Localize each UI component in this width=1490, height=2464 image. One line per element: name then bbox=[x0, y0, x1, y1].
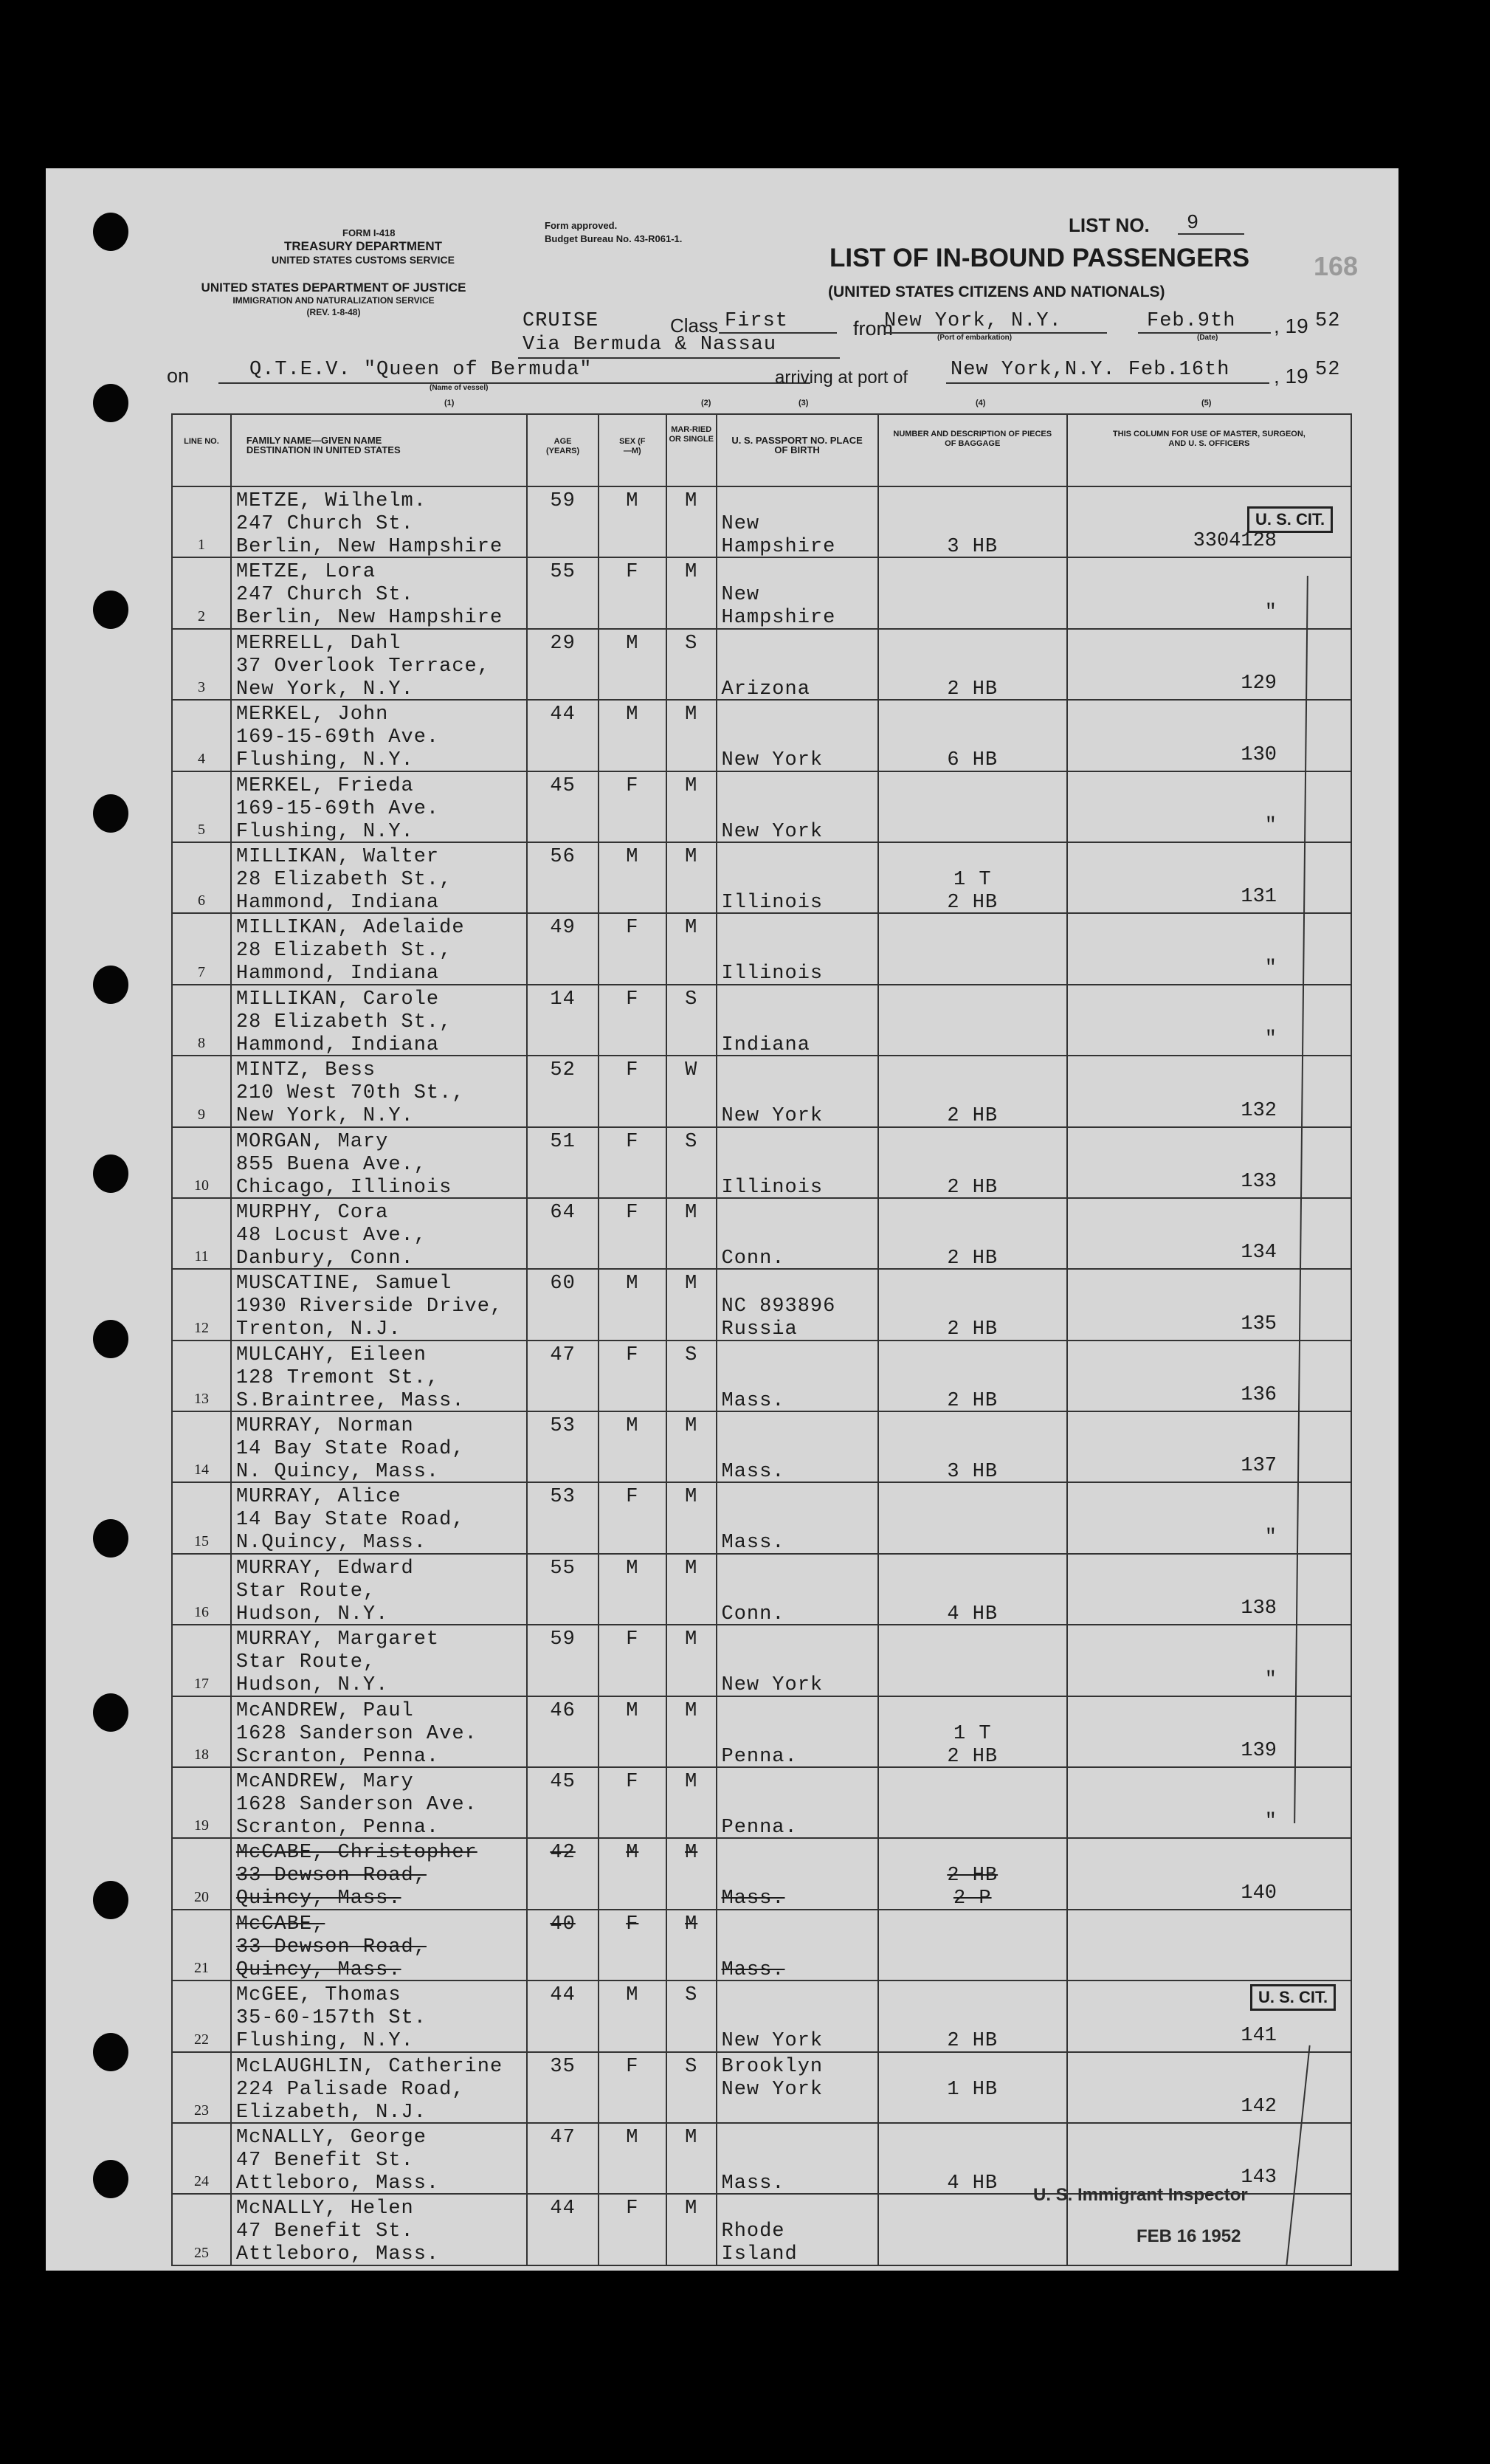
col-number: (3) bbox=[799, 399, 809, 407]
marital-status: M bbox=[685, 1699, 698, 1722]
customs-label: UNITED STATES CUSTOMS SERVICE bbox=[272, 254, 455, 266]
marital-status: M bbox=[685, 490, 698, 512]
marital-status: M bbox=[685, 1628, 698, 1651]
departure-date: Feb.9th bbox=[1147, 310, 1236, 332]
via-route: Via Bermuda & Nassau bbox=[522, 334, 777, 356]
line-number: 21 bbox=[193, 1960, 209, 1977]
table-row bbox=[172, 1554, 1351, 1625]
officer-number: " bbox=[1264, 1811, 1277, 1834]
officer-number: 131 bbox=[1241, 886, 1277, 909]
passport-birthplace: Illinois bbox=[721, 1176, 824, 1199]
baggage: 3 HB bbox=[947, 1461, 998, 1484]
officer-number: 137 bbox=[1241, 1455, 1277, 1478]
officer-number: 135 bbox=[1241, 1312, 1277, 1335]
passport-birthplace: Mass. bbox=[721, 1461, 785, 1484]
baggage: 1 T 2 HB bbox=[947, 868, 998, 914]
binder-hole bbox=[93, 213, 128, 251]
passenger-name-address: McNALLY, George 47 Benefit St. Attleboro, Mass. bbox=[235, 2126, 440, 2195]
age: 40 bbox=[550, 1913, 576, 1935]
inspection-date-stamp: FEB 16 1952 bbox=[1137, 2226, 1241, 2246]
marital-status: S bbox=[685, 1984, 698, 2007]
sex: M bbox=[626, 490, 639, 512]
marital-status: M bbox=[685, 1273, 698, 1295]
age: 51 bbox=[550, 1130, 576, 1153]
col-header-name: FAMILY NAME—GIVEN NAME DESTINATION IN UNITED STATES bbox=[246, 435, 401, 455]
table-row bbox=[172, 1269, 1351, 1340]
col-header-passport: U. S. PASSPORT NO. PLACE OF BIRTH bbox=[731, 435, 863, 455]
sex: F bbox=[626, 1628, 639, 1651]
passport-birthplace: Penna. bbox=[721, 1817, 798, 1840]
line-number: 15 bbox=[193, 1532, 209, 1549]
form-number: FORM I-418 bbox=[342, 227, 396, 238]
passenger-name-address: MURRAY, Edward Star Route, Hudson, N.Y. bbox=[235, 1557, 414, 1625]
line-number: 6 bbox=[197, 892, 205, 909]
line-number: 10 bbox=[193, 1177, 209, 1194]
ins-label: IMMIGRATION AND NATURALIZATION SERVICE bbox=[232, 295, 435, 306]
age: 53 bbox=[550, 1415, 576, 1438]
marital-status: M bbox=[685, 917, 698, 940]
passport-birthplace: Mass. bbox=[721, 1887, 785, 1910]
passenger-name-address: MURRAY, Alice 14 Bay State Road, N.Quincy, Mass. bbox=[235, 1486, 465, 1555]
sex: M bbox=[626, 1842, 639, 1865]
passenger-name-address: MERKEL, John 169-15-69th Ave. Flushing, N.Y. bbox=[235, 703, 440, 772]
binder-hole bbox=[93, 1881, 128, 1919]
age: 59 bbox=[550, 1628, 576, 1651]
form-approved: Form approved. bbox=[545, 220, 618, 231]
marital-status: M bbox=[685, 2126, 698, 2149]
col-number: (2) bbox=[701, 399, 711, 407]
list-no-label: LIST NO. bbox=[1069, 214, 1150, 236]
baggage: 4 HB bbox=[947, 2172, 998, 2195]
baggage: 2 HB bbox=[947, 1105, 998, 1128]
table-row bbox=[172, 486, 1351, 557]
binder-hole bbox=[93, 591, 128, 629]
col-number: (5) bbox=[1201, 399, 1212, 407]
officer-number: " bbox=[1264, 957, 1277, 980]
sex: F bbox=[626, 1343, 639, 1366]
officer-number: " bbox=[1264, 601, 1277, 624]
passport-birthplace: Conn. bbox=[721, 1603, 785, 1625]
table-row bbox=[172, 1127, 1351, 1198]
line-number: 25 bbox=[193, 2244, 209, 2261]
binder-hole bbox=[93, 1519, 128, 1558]
sex: M bbox=[626, 703, 639, 726]
marital-status: M bbox=[685, 2198, 698, 2220]
baggage: 2 HB bbox=[947, 678, 998, 701]
rev-label: (REV. 1-8-48) bbox=[306, 307, 361, 317]
treasury-label: TREASURY DEPARTMENT bbox=[283, 239, 443, 253]
inspector-label: U. S. Immigrant Inspector bbox=[1033, 2185, 1248, 2205]
age: 55 bbox=[550, 561, 576, 584]
passenger-name-address: MORGAN, Mary 855 Buena Ave., Chicago, Illinois bbox=[235, 1130, 452, 1199]
on-label: on bbox=[167, 365, 190, 387]
sex: F bbox=[626, 1771, 639, 1794]
table-row bbox=[172, 1482, 1351, 1553]
passport-birthplace: Illinois bbox=[721, 963, 824, 985]
page-stamp-number: 168 bbox=[1314, 251, 1359, 281]
sex: M bbox=[626, 1699, 639, 1722]
age: 52 bbox=[550, 1059, 576, 1082]
table-row bbox=[172, 1056, 1351, 1126]
passport-birthplace: New York bbox=[721, 1674, 824, 1697]
table-row bbox=[172, 2052, 1351, 2123]
officer-number: 140 bbox=[1241, 1882, 1277, 1904]
sex: F bbox=[626, 2055, 639, 2078]
marital-status: S bbox=[685, 988, 698, 1011]
age: 44 bbox=[550, 2198, 576, 2220]
class-label: Class bbox=[670, 314, 719, 337]
sex: F bbox=[626, 1913, 639, 1935]
baggage: 6 HB bbox=[947, 749, 998, 772]
passenger-name-address: MILLIKAN, Adelaide 28 Elizabeth St., Hammond, Indiana bbox=[235, 917, 465, 985]
officer-number: 134 bbox=[1241, 1242, 1277, 1264]
passenger-name-address: MURRAY, Norman 14 Bay State Road, N. Quincy, Mass. bbox=[235, 1415, 465, 1484]
sex: F bbox=[626, 1059, 639, 1082]
officer-number: 138 bbox=[1241, 1597, 1277, 1620]
marital-status: M bbox=[685, 1842, 698, 1865]
passport-birthplace: Illinois bbox=[721, 891, 824, 914]
baggage: 2 HB bbox=[947, 1176, 998, 1199]
binder-hole bbox=[93, 2160, 128, 2198]
table-row bbox=[172, 557, 1351, 628]
list-number: 9 bbox=[1187, 213, 1200, 235]
officer-number: 142 bbox=[1241, 2095, 1277, 2118]
age: 14 bbox=[550, 988, 576, 1011]
sex: M bbox=[626, 1557, 639, 1580]
passport-birthplace: Conn. bbox=[721, 1247, 785, 1270]
table-header-row bbox=[172, 414, 1351, 486]
binder-hole bbox=[93, 966, 128, 1004]
marital-status: S bbox=[685, 1343, 698, 1366]
line-number: 13 bbox=[193, 1391, 209, 1408]
age: 56 bbox=[550, 845, 576, 868]
line-number: 16 bbox=[193, 1604, 209, 1621]
marital-status: W bbox=[685, 1059, 698, 1082]
sex: M bbox=[626, 632, 639, 655]
col-header-married: MAR-RIED OR SINGLE bbox=[669, 425, 714, 444]
table-row bbox=[172, 629, 1351, 700]
passenger-name-address: MERRELL, Dahl 37 Overlook Terrace, New York, N.Y. bbox=[235, 632, 490, 701]
sex: F bbox=[626, 774, 639, 797]
passenger-name-address: McLAUGHLIN, Catherine 224 Palisade Road, Elizabeth, N.J. bbox=[235, 2055, 503, 2124]
passenger-name-address: MERKEL, Frieda 169-15-69th Ave. Flushing, N.Y. bbox=[235, 774, 440, 843]
port-embark-note: (Port of embarkation) bbox=[937, 334, 1013, 342]
passenger-name-address: MURRAY, Margaret Star Route, Hudson, N.Y. bbox=[235, 1628, 440, 1697]
marital-status: S bbox=[685, 632, 698, 655]
arrival-value: New York,N.Y. Feb.16th bbox=[951, 359, 1230, 381]
us-citizen-stamp: U. S. CIT. bbox=[1250, 1984, 1336, 2011]
baggage: 2 HB bbox=[947, 1247, 998, 1270]
table-row bbox=[172, 700, 1351, 771]
officer-number: 129 bbox=[1241, 672, 1277, 695]
table-row bbox=[172, 1910, 1351, 1981]
age: 55 bbox=[550, 1557, 576, 1580]
line-number: 20 bbox=[193, 1888, 209, 1905]
baggage: 3 HB bbox=[947, 536, 998, 558]
line-number: 19 bbox=[193, 1817, 209, 1834]
sex: M bbox=[626, 845, 639, 868]
table-row bbox=[172, 771, 1351, 842]
sex: F bbox=[626, 1201, 639, 1224]
age: 45 bbox=[550, 1771, 576, 1794]
passenger-name-address: METZE, Lora 247 Church St. Berlin, New Hampshire bbox=[235, 561, 503, 630]
marital-status: M bbox=[685, 1486, 698, 1509]
binder-hole bbox=[93, 1320, 128, 1358]
baggage: 2 HB bbox=[947, 1389, 998, 1412]
passenger-name-address: McGEE, Thomas 35-60-157th St. Flushing, N.Y. bbox=[235, 1984, 427, 2053]
marital-status: M bbox=[685, 845, 698, 868]
table-row bbox=[172, 842, 1351, 913]
date-note: (Date) bbox=[1197, 334, 1218, 342]
year-prefix-1: , 19 bbox=[1274, 314, 1308, 337]
from-label: from bbox=[853, 317, 893, 340]
binder-hole bbox=[93, 384, 128, 422]
passenger-name-address: MILLIKAN, Walter 28 Elizabeth St., Hammond, Indiana bbox=[235, 845, 452, 914]
line-number: 1 bbox=[197, 537, 205, 554]
marital-status: M bbox=[685, 1771, 698, 1794]
justice-label: UNITED STATES DEPARTMENT OF JUSTICE bbox=[201, 281, 466, 295]
from-value: New York, N.Y. bbox=[884, 310, 1062, 332]
passport-birthplace: New Hampshire bbox=[721, 513, 836, 558]
baggage: 4 HB bbox=[947, 1603, 998, 1625]
table-row bbox=[172, 1341, 1351, 1411]
binder-hole bbox=[93, 794, 128, 833]
passenger-name-address: MULCAHY, Eileen 128 Tremont St., S.Braintree, Mass. bbox=[235, 1343, 465, 1412]
line-number: 11 bbox=[194, 1248, 209, 1265]
officer-number: " bbox=[1264, 1668, 1277, 1691]
col-header-line: LINE NO. bbox=[184, 437, 219, 446]
sex: M bbox=[626, 2126, 639, 2149]
officer-number: " bbox=[1264, 1526, 1277, 1549]
marital-status: M bbox=[685, 1415, 698, 1438]
marital-status: M bbox=[685, 1201, 698, 1224]
baggage: 2 HB bbox=[947, 1318, 998, 1341]
officer-number: 3304128 bbox=[1193, 530, 1277, 553]
passport-birthplace: Mass. bbox=[721, 2172, 785, 2195]
passport-birthplace: New York bbox=[721, 749, 824, 772]
line-number: 12 bbox=[193, 1319, 209, 1336]
sex: M bbox=[626, 1984, 639, 2007]
line-number: 17 bbox=[193, 1675, 209, 1692]
marital-status: S bbox=[685, 2055, 698, 2078]
age: 42 bbox=[550, 1842, 576, 1865]
passport-birthplace: New York bbox=[721, 1105, 824, 1128]
year-1: 52 bbox=[1315, 310, 1341, 332]
age: 47 bbox=[550, 2126, 576, 2149]
age: 44 bbox=[550, 703, 576, 726]
passport-birthplace: Rhode Island bbox=[721, 2220, 798, 2266]
baggage: 2 HB 2 P bbox=[947, 1865, 998, 1910]
passenger-name-address: MILLIKAN, Carole 28 Elizabeth St., Hammond, Indiana bbox=[235, 988, 452, 1056]
baggage: 2 HB bbox=[947, 2030, 998, 2053]
marital-status: M bbox=[685, 703, 698, 726]
vessel-note: (Name of vessel) bbox=[430, 384, 489, 392]
age: 47 bbox=[550, 1343, 576, 1366]
passport-birthplace: Brooklyn New York bbox=[721, 2055, 824, 2101]
col-header-age: AGE (YEARS) bbox=[545, 437, 580, 455]
passenger-name-address: McANDREW, Mary 1628 Sanderson Ave. Scranton, Penna. bbox=[235, 1771, 477, 1840]
passport-birthplace: New York bbox=[721, 2030, 824, 2053]
age: 44 bbox=[550, 1984, 576, 2007]
binder-hole bbox=[93, 2033, 128, 2071]
marital-status: M bbox=[685, 561, 698, 584]
passport-birthplace: Penna. bbox=[721, 1745, 798, 1768]
arriving-label: arriving at port of bbox=[775, 368, 908, 388]
vessel-name: Q.T.E.V. "Queen of Bermuda" bbox=[249, 359, 593, 381]
col-header-officers: THIS COLUMN FOR USE OF MASTER, SURGEON, AND U. S. OFFICERS bbox=[1112, 430, 1306, 448]
passport-birthplace: Arizona bbox=[721, 678, 810, 701]
sex: F bbox=[626, 2198, 639, 2220]
baggage: 1 T 2 HB bbox=[947, 1722, 998, 1768]
passenger-name-address: MINTZ, Bess 210 West 70th St., New York, N.Y. bbox=[235, 1059, 465, 1128]
line-number: 4 bbox=[197, 750, 205, 767]
year-2: 52 bbox=[1315, 359, 1341, 381]
line-number: 14 bbox=[193, 1462, 209, 1479]
age: 35 bbox=[550, 2055, 576, 2078]
table-row bbox=[172, 1411, 1351, 1482]
officer-number: 143 bbox=[1241, 2167, 1277, 2189]
passport-birthplace: Mass. bbox=[721, 1389, 785, 1412]
passenger-name-address: McANDREW, Paul 1628 Sanderson Ave. Scranton, Penna. bbox=[235, 1699, 477, 1768]
col-number: (4) bbox=[976, 399, 986, 407]
table-row bbox=[172, 1625, 1351, 1696]
line-number: 9 bbox=[197, 1106, 205, 1123]
table-row bbox=[172, 1767, 1351, 1838]
age: 45 bbox=[550, 774, 576, 797]
sex: F bbox=[626, 1486, 639, 1509]
line-number: 8 bbox=[197, 1035, 205, 1052]
line-number: 7 bbox=[197, 963, 205, 980]
marital-status: M bbox=[685, 774, 698, 797]
age: 60 bbox=[550, 1273, 576, 1295]
sex: F bbox=[626, 988, 639, 1011]
passport-birthplace: Indiana bbox=[721, 1033, 810, 1056]
age: 49 bbox=[550, 917, 576, 940]
col-header-sex: SEX (F—M) bbox=[619, 437, 646, 455]
officer-number: 136 bbox=[1241, 1384, 1277, 1407]
table-row bbox=[172, 1198, 1351, 1269]
officer-number: " bbox=[1264, 1028, 1277, 1051]
passenger-name-address: McCABE, Christopher 33 Dewson Road, Quincy, Mass. bbox=[235, 1842, 477, 1910]
table-row bbox=[172, 2123, 1351, 2194]
passenger-name-address: MURPHY, Cora 48 Locust Ave., Danbury, Conn. bbox=[235, 1201, 427, 1270]
passenger-name-address: McCABE, 33 Dewson Road, Quincy, Mass. bbox=[235, 1913, 427, 1981]
marital-status: M bbox=[685, 1557, 698, 1580]
passenger-table bbox=[171, 413, 1352, 2266]
table-row bbox=[172, 913, 1351, 984]
sex: F bbox=[626, 561, 639, 584]
baggage: 1 HB bbox=[947, 2078, 998, 2101]
table-row bbox=[172, 985, 1351, 1056]
line-number: 18 bbox=[193, 1747, 209, 1763]
col-number: (1) bbox=[444, 399, 455, 407]
age: 64 bbox=[550, 1201, 576, 1224]
table-row bbox=[172, 1838, 1351, 1909]
age: 53 bbox=[550, 1486, 576, 1509]
officer-number: 132 bbox=[1241, 1099, 1277, 1122]
line-number: 3 bbox=[197, 679, 205, 696]
officer-number: 141 bbox=[1241, 2024, 1277, 2047]
passport-birthplace: New Hampshire bbox=[721, 584, 836, 630]
class-value: First bbox=[725, 310, 789, 332]
col-header-baggage: NUMBER AND DESCRIPTION OF PIECES OF BAGGAGE bbox=[893, 430, 1052, 448]
age: 46 bbox=[550, 1699, 576, 1722]
sex: M bbox=[626, 1273, 639, 1295]
passport-birthplace: Mass. bbox=[721, 1532, 785, 1555]
line-number: 23 bbox=[193, 2102, 209, 2119]
cruise-label: CRUISE bbox=[522, 310, 599, 332]
sex: F bbox=[626, 917, 639, 940]
passport-birthplace: New York bbox=[721, 820, 824, 843]
line-number: 2 bbox=[197, 608, 205, 624]
passenger-name-address: McNALLY, Helen 47 Benefit St. Attleboro, Mass. bbox=[235, 2198, 440, 2266]
line-number: 22 bbox=[193, 2031, 209, 2048]
age: 59 bbox=[550, 490, 576, 512]
form-subtitle: (UNITED STATES CITIZENS AND NATIONALS) bbox=[828, 283, 1165, 300]
passport-birthplace: NC 893896 Russia bbox=[721, 1295, 836, 1341]
table-row bbox=[172, 1981, 1351, 2051]
officer-number: 133 bbox=[1241, 1170, 1277, 1193]
line-number: 5 bbox=[197, 821, 205, 838]
sex: M bbox=[626, 1415, 639, 1438]
passport-birthplace: Mass. bbox=[721, 1958, 785, 1981]
budget-bureau: Budget Bureau No. 43-R061-1. bbox=[545, 233, 683, 244]
marital-status: M bbox=[685, 1913, 698, 1935]
binder-hole bbox=[93, 1154, 128, 1193]
year-prefix-2: , 19 bbox=[1274, 365, 1308, 388]
age: 29 bbox=[550, 632, 576, 655]
officer-number: " bbox=[1264, 814, 1277, 837]
us-citizen-stamp: U. S. CIT. bbox=[1247, 506, 1333, 533]
line-number: 24 bbox=[193, 2173, 209, 2190]
officer-number: 130 bbox=[1241, 743, 1277, 766]
marital-status: S bbox=[685, 1130, 698, 1153]
passenger-name-address: MUSCATINE, Samuel 1930 Riverside Drive, Trenton, N.J. bbox=[235, 1273, 503, 1341]
sex: F bbox=[626, 1130, 639, 1153]
officer-number: 139 bbox=[1241, 1740, 1277, 1763]
form-title: LIST OF IN-BOUND PASSENGERS bbox=[829, 244, 1250, 272]
table-row bbox=[172, 1696, 1351, 1767]
passenger-name-address: METZE, Wilhelm. 247 Church St. Berlin, New Hampshire bbox=[235, 490, 503, 558]
binder-hole bbox=[93, 1693, 128, 1732]
